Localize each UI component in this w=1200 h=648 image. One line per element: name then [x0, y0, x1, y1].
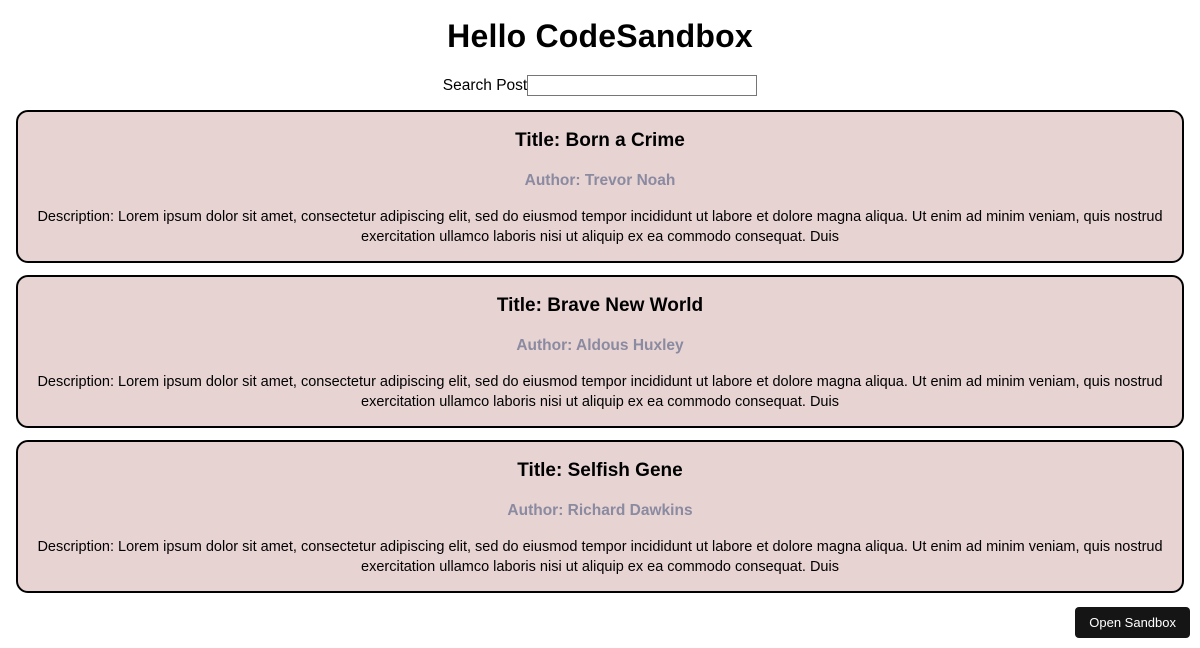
post-description: Description: Lorem ipsum dolor sit amet, consectetur adipiscing elit, sed do eiusmod tempor incididunt ut labore et dolore magna aliqua. Ut enim ad minim veniam, quis nostrud exercitation ullamco laboris nisi ut aliquip ex ea commodo consequat. Duis [37, 539, 1163, 575]
post-author: Author: Trevor Noah [524, 172, 676, 189]
search-label: Search Post [442, 76, 528, 94]
post-list [0, 110, 1200, 593]
post-description: Description: Lorem ipsum dolor sit amet, consectetur adipiscing elit, sed do eiusmod tempor incididunt ut labore et dolore magna aliqua. Ut enim ad minim veniam, quis nostrud exercitation ullamco laboris nisi ut aliquip ex ea commodo consequat. Duis [37, 374, 1163, 410]
post-author: Author: Aldous Huxley [516, 337, 684, 355]
post-description: Description: Lorem ipsum dolor sit amet, consectetur adipiscing elit, sed do eiusmod tempor incididunt ut labore et dolore magna aliqua. Ut enim ad minim veniam, quis nostrud exercitation ullamco laboris nisi ut aliquip ex ea commodo consequat. Duis [37, 209, 1163, 245]
post-title: Title: Brave New World [496, 295, 704, 317]
post-card [16, 440, 1184, 593]
page-title: Hello CodeSandbox [447, 18, 753, 54]
post-card [16, 110, 1184, 263]
post-title: Title: Born a Crime [515, 130, 685, 151]
post-title: Title: Selfish Gene [517, 460, 683, 482]
search-input[interactable] [527, 75, 757, 96]
post-card [16, 275, 1184, 428]
post-author: Author: Richard Dawkins [507, 502, 693, 520]
search-row [0, 75, 1200, 96]
open-sandbox-button[interactable]: Open Sandbox [1075, 607, 1190, 638]
